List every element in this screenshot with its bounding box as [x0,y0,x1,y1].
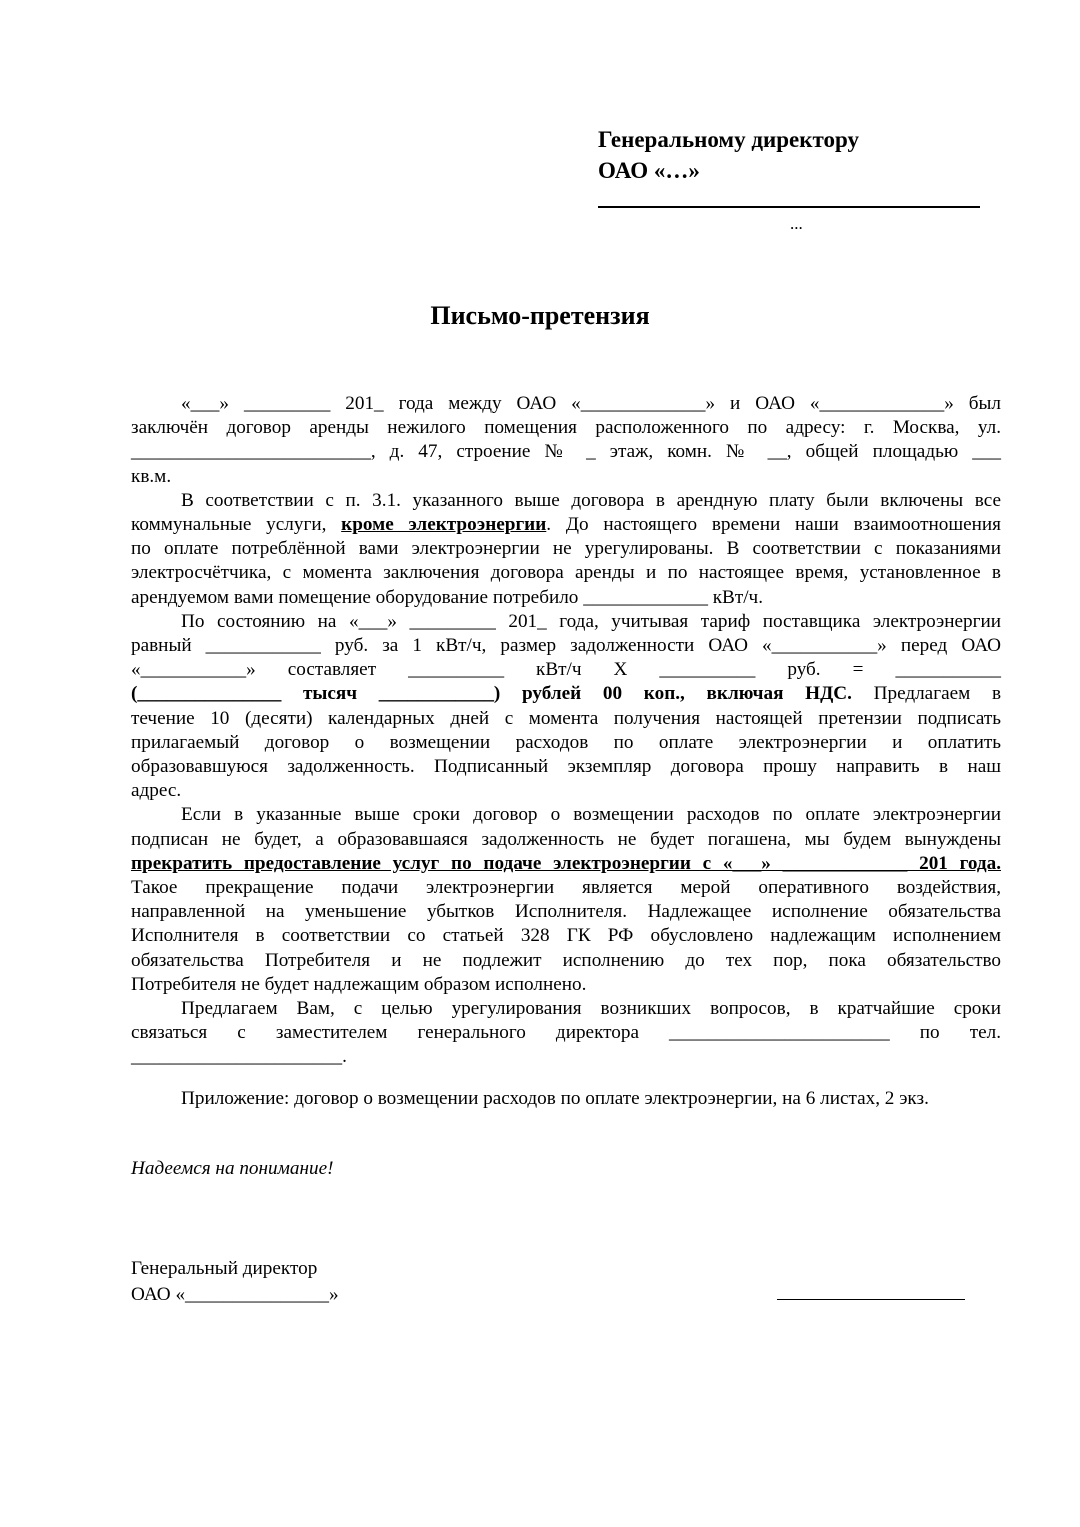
paragraph-3-line-1: По состоянию на «___» _________ 201_ года, учитывая тариф поставщика электроэнергии [181,610,1001,632]
paragraph-3-line-8: адрес. [131,780,182,802]
paragraph-4-line-1: Если в указанные выше сроки договор о возмещении расходов по оплате электроэнергии [181,804,1001,826]
paragraph-3-line-3: «___________» составляет __________ кВт/ч Х __________ руб. = ___________ [131,659,1001,681]
paragraph-4-line-6: Исполнителя в соответствии со статьей 328 ГК РФ обусловлено надлежащим исполнением [131,925,1001,947]
letter-title: Письмо-претензия [430,301,650,330]
paragraph-5-line-2: связаться с заместителем генерального директора _______________________ по тел. [131,1022,1001,1044]
debt-amount-emphasis: (_______________ тысяч ____________) рублей 00 коп., включая НДС. [131,683,852,705]
appendix-note: Приложение: договор о возмещении расходов по оплате электроэнергии, на 6 листах, 2 экз. [181,1088,929,1109]
paragraph-3-line-7: образовавшуюся задолженность. Подписанный экземпляр договора прошу направить в наш [131,756,1001,778]
paragraph-2-line-1: В соответствии с п. 3.1. указанного выше договора в арендную плату были включены все [181,489,1001,511]
paragraph-5-line-3: ______________________. [131,1046,347,1068]
paragraph-2-text-c: . До настоящего времени наши взаимоотношения [546,514,1001,536]
paragraph-1-line-2: заключён договор аренды нежилого помещения расположенного по адресу: г. Москва, ул. [131,417,1001,439]
signer-company: ОАО «_______________» [131,1284,339,1305]
paragraph-4-line-7: обязательства Потребителя и не подлежит исполнению до тех пор, пока обязательство [131,949,1001,971]
paragraph-2-text-a: коммунальные услуги, [131,514,342,536]
addressee-name-line [598,206,980,208]
addressee-block [598,124,859,186]
termination-warning: прекратить предоставление услуг по подаче электроэнергии с «___» _____________ 201 года. [131,852,1001,874]
letter-body [131,392,1001,1070]
signer-position: Генеральный директор [131,1258,318,1279]
paragraph-4-line-5: направленной на уменьшение убытков Исполнителя. Надлежащее исполнение обязательства [131,901,1001,923]
paragraph-2-line-4: электросчётчика, с момента заключения договора аренды и по настоящее время, установленное в [131,562,1001,584]
paragraph-4-line-8: Потребителя не будет надлежащим образом исполнено. [131,973,587,995]
paragraph-2-line-2 [131,513,1001,537]
paragraph-2-line-5: арендуемом вами помещение оборудование потребило _____________ кВт/ч. [131,586,763,608]
paragraph-3-line-4 [131,682,1001,706]
except-electricity-emphasis: кроме электроэнергии [341,514,547,536]
paragraph-2-line-3: по оплате потреблённой вами электроэнергии не урегулированы. В соответствии с показаниями [131,538,1001,560]
addressee-title: Генеральному директору [598,127,859,152]
paragraph-4-line-4: Такое прекращение подачи электроэнергии является мерой оперативного воздействия, [131,877,1001,899]
paragraph-3-text-b: Предлагаем в [851,683,1001,705]
paragraph-3-line-5: течение 10 (десяти) календарных дней с момента получения настоящей претензии подписать [131,707,1001,729]
addressee-dots: ... [790,214,803,233]
paragraph-3-line-2: равный ____________ руб. за 1 кВт/ч, размер задолженности ОАО «___________» перед ОАО [131,635,1001,657]
paragraph-1-line-4: кв.м. [131,465,172,487]
signature-block [131,1256,339,1308]
paragraph-3-line-6: прилагаемый договор о возмещении расходов по оплате электроэнергии и оплатить [131,731,1001,753]
paragraph-1-line-1: «___» _________ 201_ года между ОАО «_____________» и ОАО «_____________» был [181,393,1001,414]
paragraph-5-line-1: Предлагаем Вам, с целью урегулирования возникших вопросов, в кратчайшие сроки [181,998,1001,1020]
addressee-company: ОАО «…» [598,158,700,183]
paragraph-4-line-2: подписан не будет, а образовавшаяся задолженность не будет погашена, мы будем вынуждены [131,828,1001,850]
closing-phrase: Надеемся на понимание! [131,1158,334,1179]
signature-line [777,1299,965,1300]
paragraph-1-line-3: _________________________, д. 47, строение № _ этаж, комн. № __, общей площадью ___ [131,441,1001,463]
